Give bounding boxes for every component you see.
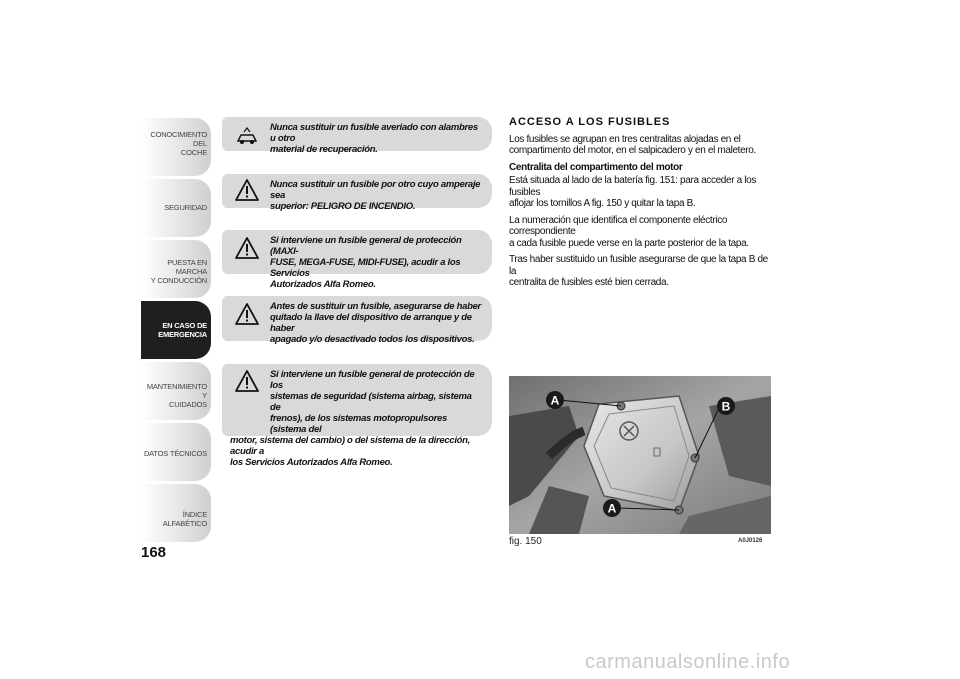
nav-tab-conocimiento[interactable]: CONOCIMIENTO DEL COCHE [141, 118, 211, 176]
nav-tab-datos-tecnicos[interactable]: DATOS TÉCNICOS [141, 423, 211, 481]
warning-triangle-icon [235, 237, 259, 259]
warning-triangle-icon [235, 303, 259, 325]
paragraph: Tras haber sustituido un fusible asegurarse de que la tapa B de la centralita de fusibles esté bien cerrada. [509, 254, 768, 288]
callout-a-bottom [603, 499, 621, 517]
warning-box: Nunca sustituir un fusible por otro cuyo amperaje sea superior: PELIGRO DE INCENDIO. [225, 174, 492, 208]
paragraph: La numeración que identifica el componente eléctrico correspondiente a cada fusible puede verse en la parte posterior de la tapa. [509, 214, 749, 249]
callout-b [717, 397, 735, 415]
figure-code: A0J0126 [738, 538, 763, 544]
callout-a-top [546, 391, 564, 409]
nav-tab-indice[interactable]: ÍNDICE ALFABÉTICO [141, 484, 211, 542]
warning-box: Si interviene un fusible general de protección de los sistemas de seguridad (sistema airbag, sistema de frenos), de los sistemas motopropulsores (sistema del motor, sistema del cambio) o del sistema de la dirección, acudir a los Servicios Autorizados Alfa Romeo. [225, 364, 492, 436]
intro-paragraph: Los fusibles se agrupan en tres centralitas alojadas en el compartimento del motor, en el salpicadero y en el maletero. [509, 133, 756, 156]
section-subtitle: Centralita del compartimento del motor [509, 161, 683, 173]
fuse-box-illustration [509, 376, 771, 534]
warning-triangle-icon [235, 370, 259, 392]
watermark: carmanualsonline.info [585, 651, 791, 673]
engine-fuse-box-photo [509, 376, 771, 534]
svg-text:A: A [550, 393, 560, 408]
warning-box: Antes de sustituir un fusible, asegurarse de haber quitado la llave del dispositivo de arranque y de haber apagado y/o desactivado todos los dispositivos. [225, 296, 492, 341]
nav-tab-seguridad[interactable]: SEGURIDAD [141, 179, 211, 237]
svg-text:A: A [607, 501, 617, 516]
paragraph: Está situada al lado de la batería fig. 151: para acceder a los fusibles aflojar los tornillos A fig. 150 y quitar la tapa B. [509, 175, 757, 209]
warning-box: Si interviene un fusible general de protección (MAXI- FUSE, MEGA-FUSE, MIDI-FUSE), acudir a los Servicios Autorizados Alfa Romeo. [225, 230, 492, 274]
svg-text:B: B [721, 399, 731, 414]
fuse-access-section [509, 117, 771, 294]
warning-triangle-icon [235, 179, 259, 201]
figure-caption: fig. 150 [509, 536, 542, 547]
warning-box: Nunca sustituir un fusible averiado con alambres u otro material de recuperación. [225, 117, 492, 151]
page-number: 168 [141, 544, 167, 561]
nav-tab-emergencia[interactable]: EN CASO DE EMERGENCIA [141, 301, 211, 359]
car-fuse-icon [235, 124, 259, 146]
nav-tab-mantenimiento[interactable]: MANTENIMIENTO Y CUIDADOS [141, 362, 211, 420]
nav-tab-puesta-en-marcha[interactable]: PUESTA EN MARCHA Y CONDUCCIÓN [141, 240, 211, 298]
section-title: ACCESO A LOS FUSIBLES [509, 116, 671, 128]
